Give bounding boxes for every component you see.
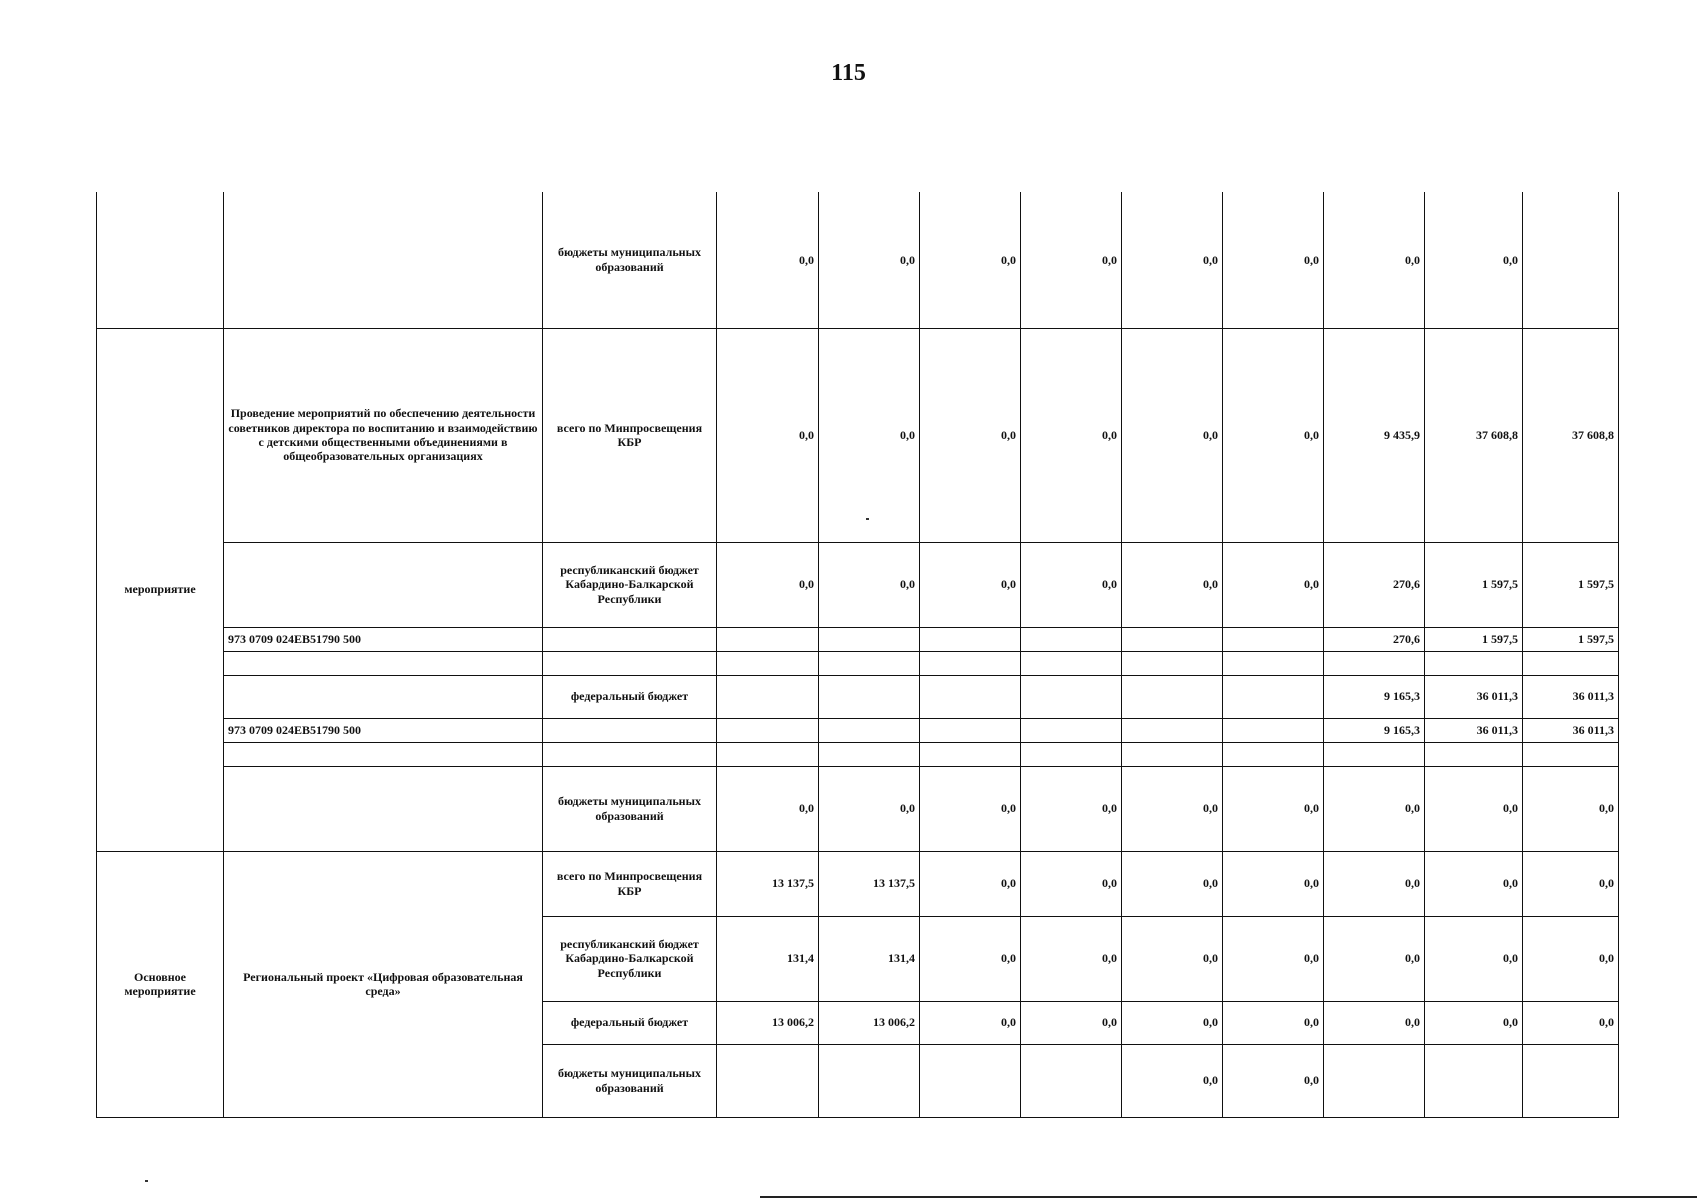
- amount-cell: 0,0: [920, 851, 1021, 916]
- funding-source: всего по Минпросвещения КБР: [543, 328, 717, 542]
- amount-cell: 0,0: [1425, 192, 1523, 328]
- empty-cell: [920, 742, 1021, 766]
- amount-cell: 1 597,5: [1425, 542, 1523, 627]
- amount-cell: 0,0: [819, 542, 920, 627]
- amount-cell: 0,0: [1021, 766, 1122, 851]
- kbk-code: 973 0709 024EB51790 500: [224, 718, 543, 742]
- amount-cell: 0,0: [1021, 851, 1122, 916]
- amount-cell: 36 011,3: [1425, 675, 1523, 718]
- table-row: [97, 328, 1619, 542]
- empty-cell: [1523, 651, 1619, 675]
- empty-cell: [1324, 651, 1425, 675]
- amount-cell: 1 597,5: [1523, 627, 1619, 651]
- funding-source: [543, 718, 717, 742]
- amount-cell: 9 165,3: [1324, 675, 1425, 718]
- amount-cell: [1523, 1044, 1619, 1117]
- amount-cell: [1122, 675, 1223, 718]
- kbk-code: 973 0709 024EB51790 500: [224, 627, 543, 651]
- amount-cell: [1523, 192, 1619, 328]
- empty-cell: [1021, 651, 1122, 675]
- empty-cell: [1122, 651, 1223, 675]
- amount-cell: 0,0: [1021, 542, 1122, 627]
- empty-cell: [1523, 742, 1619, 766]
- amount-cell: 0,0: [920, 328, 1021, 542]
- title-cell: [224, 542, 543, 627]
- table-row: [97, 718, 1619, 742]
- activity-title: Проведение мероприятий по обеспечению деятельности советников директора по воспитанию и взаимодействию с детскими общественными объединениями в общеобразовательных организациях: [228, 406, 538, 464]
- empty-cell: [717, 742, 819, 766]
- amount-cell: 0,0: [1122, 192, 1223, 328]
- amount-cell: [1324, 1044, 1425, 1117]
- empty-cell: [543, 742, 717, 766]
- amount-cell: 0,0: [717, 766, 819, 851]
- funding-source: бюджеты муниципальных образований: [543, 192, 717, 328]
- amount-cell: 0,0: [1523, 916, 1619, 1001]
- amount-cell: 0,0: [1122, 766, 1223, 851]
- amount-cell: 0,0: [819, 328, 920, 542]
- amount-cell: 0,0: [1324, 192, 1425, 328]
- title-cell: [224, 766, 543, 851]
- funding-source: республиканский бюджет Кабардино-Балкарской Республики: [543, 916, 717, 1001]
- amount-cell: 0,0: [717, 192, 819, 328]
- table-row: [97, 192, 1619, 328]
- amount-cell: [1425, 1044, 1523, 1117]
- funding-source: федеральный бюджет: [543, 1001, 717, 1044]
- amount-cell: 37 608,8: [1425, 328, 1523, 542]
- amount-cell: 0,0: [1425, 851, 1523, 916]
- footer-rule: [760, 1196, 1697, 1198]
- amount-cell: 0,0: [1425, 766, 1523, 851]
- page-number: 115: [831, 60, 866, 86]
- amount-cell: 0,0: [920, 916, 1021, 1001]
- amount-cell: 131,4: [819, 916, 920, 1001]
- amount-cell: 13 006,2: [819, 1001, 920, 1044]
- amount-cell: 0,0: [920, 766, 1021, 851]
- empty-cell: [1324, 742, 1425, 766]
- table-row: [97, 627, 1619, 651]
- amount-cell: 270,6: [1324, 542, 1425, 627]
- amount-cell: 9 165,3: [1324, 718, 1425, 742]
- amount-cell: [717, 1044, 819, 1117]
- amount-cell: 0,0: [1122, 916, 1223, 1001]
- amount-cell: 0,0: [1223, 328, 1324, 542]
- title-cell: [224, 675, 543, 718]
- amount-cell: 0,0: [1021, 192, 1122, 328]
- amount-cell: [1122, 718, 1223, 742]
- amount-cell: [819, 675, 920, 718]
- amount-cell: 0,0: [1122, 851, 1223, 916]
- funding-source: федеральный бюджет: [543, 675, 717, 718]
- budget-table: [96, 192, 1619, 1118]
- amount-cell: 0,0: [920, 192, 1021, 328]
- amount-cell: [1021, 675, 1122, 718]
- activity-type-cell: Основное мероприятие: [97, 851, 224, 1117]
- amount-cell: 0,0: [920, 1001, 1021, 1044]
- scan-speck: [145, 1180, 148, 1182]
- empty-cell: [1223, 651, 1324, 675]
- amount-cell: 0,0: [1223, 1044, 1324, 1117]
- type-cell: [97, 192, 224, 328]
- funding-source: [543, 627, 717, 651]
- amount-cell: 0,0: [717, 542, 819, 627]
- amount-cell: 0,0: [1122, 1044, 1223, 1117]
- amount-cell: 36 011,3: [1425, 718, 1523, 742]
- amount-cell: 0,0: [1223, 916, 1324, 1001]
- amount-cell: 0,0: [1523, 851, 1619, 916]
- table-row: [97, 766, 1619, 851]
- amount-cell: 0,0: [1523, 1001, 1619, 1044]
- amount-cell: 0,0: [1021, 916, 1122, 1001]
- empty-cell: [1122, 742, 1223, 766]
- amount-cell: 270,6: [1324, 627, 1425, 651]
- amount-cell: [819, 1044, 920, 1117]
- amount-cell: 0,0: [1425, 1001, 1523, 1044]
- amount-cell: [717, 627, 819, 651]
- table-row: [97, 851, 1619, 916]
- amount-cell: [1223, 718, 1324, 742]
- amount-cell: [920, 675, 1021, 718]
- amount-cell: [1223, 675, 1324, 718]
- amount-cell: 0,0: [1122, 1001, 1223, 1044]
- table-row: [97, 742, 1619, 766]
- activity-type-cell: мероприятие: [97, 328, 224, 851]
- table-row: [97, 651, 1619, 675]
- funding-source: бюджеты муниципальных образований: [543, 766, 717, 851]
- amount-cell: 0,0: [1223, 542, 1324, 627]
- empty-cell: [1223, 742, 1324, 766]
- title-cell: [224, 192, 543, 328]
- amount-cell: 0,0: [1324, 1001, 1425, 1044]
- amount-cell: 13 006,2: [717, 1001, 819, 1044]
- title-cell: [224, 651, 543, 675]
- amount-cell: 0,0: [1223, 766, 1324, 851]
- amount-cell: 36 011,3: [1523, 675, 1619, 718]
- empty-cell: [543, 651, 717, 675]
- amount-cell: [1122, 627, 1223, 651]
- amount-cell: 37 608,8: [1523, 328, 1619, 542]
- empty-cell: [1425, 742, 1523, 766]
- amount-cell: [1021, 718, 1122, 742]
- amount-cell: 0,0: [1223, 1001, 1324, 1044]
- activity-title-cell: [224, 328, 543, 542]
- empty-cell: [717, 651, 819, 675]
- activity-title: Региональный проект «Цифровая образовательная среда»: [243, 969, 523, 998]
- amount-cell: [1021, 627, 1122, 651]
- amount-cell: 0,0: [1021, 1001, 1122, 1044]
- amount-cell: 13 137,5: [819, 851, 920, 916]
- amount-cell: [1223, 627, 1324, 651]
- activity-title-cell: [224, 851, 543, 1117]
- amount-cell: [1021, 1044, 1122, 1117]
- amount-cell: 131,4: [717, 916, 819, 1001]
- funding-source: республиканский бюджет Кабардино-Балкарской Республики: [543, 542, 717, 627]
- amount-cell: [920, 718, 1021, 742]
- amount-cell: 0,0: [920, 542, 1021, 627]
- amount-cell: 0,0: [1223, 192, 1324, 328]
- amount-cell: 0,0: [717, 328, 819, 542]
- empty-cell: [920, 651, 1021, 675]
- amount-cell: 1 597,5: [1523, 542, 1619, 627]
- amount-cell: 36 011,3: [1523, 718, 1619, 742]
- table-body: [97, 192, 1619, 1117]
- empty-cell: [1021, 742, 1122, 766]
- amount-cell: 0,0: [1324, 851, 1425, 916]
- amount-cell: 0,0: [1523, 766, 1619, 851]
- amount-cell: [717, 718, 819, 742]
- empty-cell: [819, 742, 920, 766]
- amount-cell: 0,0: [1223, 851, 1324, 916]
- amount-cell: 0,0: [1122, 542, 1223, 627]
- amount-cell: [819, 627, 920, 651]
- empty-cell: [819, 651, 920, 675]
- amount-cell: 13 137,5: [717, 851, 819, 916]
- title-cell: [224, 742, 543, 766]
- amount-cell: 0,0: [1122, 328, 1223, 542]
- amount-cell: 0,0: [819, 192, 920, 328]
- amount-cell: 0,0: [1324, 916, 1425, 1001]
- scan-speck: [866, 518, 869, 520]
- empty-cell: [1425, 651, 1523, 675]
- amount-cell: 0,0: [1021, 328, 1122, 542]
- table-row: [97, 542, 1619, 627]
- amount-cell: 0,0: [1425, 916, 1523, 1001]
- table-row: [97, 675, 1619, 718]
- funding-source: всего по Минпросвещения КБР: [543, 851, 717, 916]
- amount-cell: 9 435,9: [1324, 328, 1425, 542]
- amount-cell: [920, 627, 1021, 651]
- amount-cell: 0,0: [1324, 766, 1425, 851]
- amount-cell: [920, 1044, 1021, 1117]
- funding-source: бюджеты муниципальных образований: [543, 1044, 717, 1117]
- amount-cell: [717, 675, 819, 718]
- amount-cell: 0,0: [819, 766, 920, 851]
- amount-cell: [819, 718, 920, 742]
- amount-cell: 1 597,5: [1425, 627, 1523, 651]
